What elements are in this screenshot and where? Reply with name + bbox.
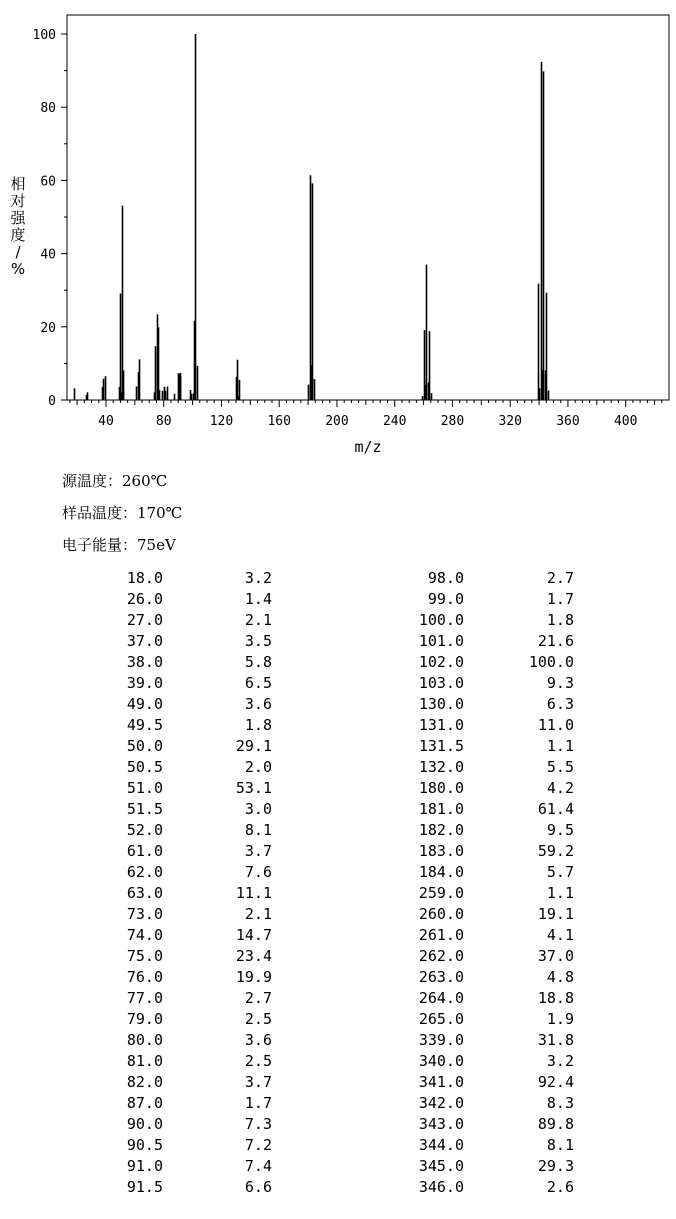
intensity-cell: 61.4 [537, 800, 574, 818]
intensity-cell: 8.1 [546, 1136, 574, 1154]
mz-cell: 265.0 [418, 1010, 464, 1028]
mz-cell: 261.0 [418, 926, 464, 944]
table-row [0, 1136, 676, 1157]
intensity-cell: 7.6 [244, 863, 272, 881]
y-tick-label: 0 [48, 394, 56, 409]
y-axis-label-char: % [10, 260, 26, 278]
x-tick-label: 280 [440, 414, 465, 429]
intensity-cell: 9.3 [546, 674, 574, 692]
mz-cell: 62.0 [126, 863, 163, 881]
table-row [0, 989, 676, 1010]
mz-cell: 87.0 [126, 1094, 163, 1112]
source-temperature: 源温度：260℃ [62, 472, 168, 490]
mz-cell: 340.0 [418, 1052, 464, 1070]
intensity-cell: 31.8 [537, 1031, 574, 1049]
mz-cell: 76.0 [126, 968, 163, 986]
intensity-cell: 19.1 [537, 905, 574, 923]
x-tick-label: 40 [98, 414, 114, 429]
table-row [0, 842, 676, 863]
x-tick-label: 200 [325, 414, 349, 429]
intensity-cell: 6.3 [546, 695, 574, 713]
intensity-cell: 5.5 [546, 758, 574, 776]
table-row [0, 1010, 676, 1031]
peak-bars [75, 34, 549, 400]
intensity-cell: 6.5 [244, 674, 272, 692]
mz-cell: 346.0 [418, 1178, 464, 1196]
x-tick-label: 120 [209, 414, 234, 429]
intensity-cell: 2.1 [244, 611, 272, 629]
table-row [0, 674, 676, 695]
mz-cell: 77.0 [126, 989, 163, 1007]
mz-cell: 61.0 [126, 842, 163, 860]
table-row [0, 1157, 676, 1178]
mz-cell: 103.0 [418, 674, 464, 692]
table-row [0, 1073, 676, 1094]
mz-cell: 180.0 [418, 779, 464, 797]
mz-cell: 63.0 [126, 884, 163, 902]
intensity-cell: 3.6 [244, 695, 272, 713]
mz-cell: 74.0 [126, 926, 163, 944]
mz-cell: 38.0 [126, 653, 163, 671]
intensity-cell: 59.2 [537, 842, 574, 860]
y-axis-label-char: / [15, 243, 21, 261]
intensity-cell: 1.1 [546, 884, 574, 902]
intensity-cell: 8.1 [244, 821, 272, 839]
mz-cell: 82.0 [126, 1073, 163, 1091]
table-row [0, 632, 676, 653]
table-row [0, 779, 676, 800]
intensity-cell: 3.7 [244, 842, 272, 860]
mz-cell: 343.0 [418, 1115, 464, 1133]
intensity-cell: 2.5 [244, 1052, 272, 1070]
mz-cell: 80.0 [126, 1031, 163, 1049]
intensity-cell: 7.2 [244, 1136, 272, 1154]
table-row [0, 884, 676, 905]
intensity-cell: 3.0 [244, 800, 272, 818]
mz-cell: 263.0 [418, 968, 464, 986]
mz-cell: 131.5 [418, 737, 464, 755]
table-row [0, 695, 676, 716]
mz-cell: 26.0 [126, 590, 163, 608]
table-row [0, 1052, 676, 1073]
mz-cell: 101.0 [418, 632, 464, 650]
intensity-cell: 3.2 [244, 569, 272, 587]
intensity-cell: 2.1 [244, 905, 272, 923]
x-tick-label: 240 [382, 414, 407, 429]
x-axis-label: m/z [354, 438, 382, 456]
mz-cell: 50.0 [126, 737, 163, 755]
intensity-cell: 1.8 [244, 716, 272, 734]
mz-cell: 81.0 [126, 1052, 163, 1070]
intensity-cell: 14.7 [235, 926, 272, 944]
table-row [0, 1031, 676, 1052]
table-row [0, 863, 676, 884]
y-axis [33, 28, 67, 409]
table-row [0, 758, 676, 779]
y-tick-label: 40 [40, 247, 56, 263]
y-axis-label-char: 度 [10, 226, 26, 244]
mass-spectrum-chart [0, 0, 676, 460]
intensity-cell: 2.7 [244, 989, 272, 1007]
table-row [0, 1115, 676, 1136]
mz-cell: 98.0 [427, 569, 464, 587]
x-tick-label: 80 [155, 414, 172, 429]
mz-cell: 18.0 [126, 569, 163, 587]
intensity-cell: 18.8 [537, 989, 574, 1007]
table-row [0, 1178, 676, 1199]
intensity-cell: 7.4 [244, 1157, 272, 1175]
mz-cell: 51.0 [126, 779, 163, 797]
y-axis-label-char: 强 [10, 209, 26, 227]
y-tick-label: 100 [32, 28, 56, 43]
intensity-cell: 3.2 [546, 1052, 574, 1070]
mz-cell: 99.0 [427, 590, 464, 608]
y-axis-label-char: 相 [10, 175, 26, 193]
intensity-cell: 23.4 [235, 947, 272, 965]
mz-cell: 102.0 [418, 653, 464, 671]
intensity-cell: 37.0 [537, 947, 574, 965]
mz-cell: 100.0 [418, 611, 464, 629]
intensity-cell: 2.6 [546, 1178, 574, 1196]
mz-cell: 90.0 [126, 1115, 163, 1133]
intensity-cell: 19.9 [235, 968, 272, 986]
intensity-cell: 8.3 [546, 1094, 574, 1112]
table-row [0, 947, 676, 968]
mz-cell: 182.0 [418, 821, 464, 839]
intensity-cell: 1.4 [244, 590, 272, 608]
y-tick-label: 60 [40, 174, 56, 190]
intensity-cell: 5.7 [546, 863, 574, 881]
sample-temperature: 样品温度：170℃ [62, 504, 183, 522]
intensity-cell: 89.8 [537, 1115, 574, 1133]
table-row [0, 716, 676, 737]
y-tick-label: 80 [40, 101, 56, 117]
table-row [0, 569, 676, 590]
mz-cell: 49.0 [126, 695, 163, 713]
intensity-cell: 1.7 [546, 590, 574, 608]
x-tick-label: 360 [556, 414, 580, 429]
mz-cell: 51.5 [126, 800, 163, 818]
intensity-cell: 1.7 [244, 1094, 272, 1112]
intensity-cell: 9.5 [546, 821, 574, 839]
mz-cell: 130.0 [418, 695, 464, 713]
table-row [0, 821, 676, 842]
mz-cell: 90.5 [126, 1136, 163, 1154]
intensity-cell: 29.3 [537, 1157, 574, 1175]
x-axis [70, 400, 662, 429]
mz-cell: 345.0 [418, 1157, 464, 1175]
table-row [0, 653, 676, 674]
mz-cell: 39.0 [126, 674, 163, 692]
mz-cell: 344.0 [418, 1136, 464, 1154]
mz-cell: 181.0 [418, 800, 464, 818]
intensity-cell: 11.0 [537, 716, 574, 734]
intensity-cell: 1.9 [546, 1010, 574, 1028]
intensity-cell: 92.4 [537, 1073, 574, 1091]
intensity-cell: 7.3 [244, 1115, 272, 1133]
intensity-cell: 2.5 [244, 1010, 272, 1028]
mz-cell: 131.0 [418, 716, 464, 734]
intensity-cell: 6.6 [244, 1178, 272, 1196]
mz-cell: 73.0 [126, 905, 163, 923]
mz-cell: 341.0 [418, 1073, 464, 1091]
x-tick-label: 160 [267, 414, 291, 429]
intensity-cell: 4.1 [546, 926, 574, 944]
mz-cell: 339.0 [418, 1031, 464, 1049]
mz-cell: 75.0 [126, 947, 163, 965]
intensity-cell: 21.6 [537, 632, 574, 650]
mz-cell: 264.0 [418, 989, 464, 1007]
table-row [0, 800, 676, 821]
table-row [0, 926, 676, 947]
intensity-cell: 100.0 [528, 653, 574, 671]
mz-cell: 52.0 [126, 821, 163, 839]
mz-cell: 91.5 [126, 1178, 163, 1196]
intensity-cell: 4.2 [546, 779, 574, 797]
intensity-cell: 1.8 [546, 611, 574, 629]
mz-cell: 342.0 [418, 1094, 464, 1112]
mz-cell: 37.0 [126, 632, 163, 650]
mz-cell: 183.0 [418, 842, 464, 860]
peak-table [0, 569, 676, 1199]
mz-cell: 262.0 [418, 947, 464, 965]
electron-energy: 电子能量：75eV [62, 536, 176, 554]
mz-cell: 184.0 [418, 863, 464, 881]
x-tick-label: 400 [613, 414, 638, 429]
table-row [0, 737, 676, 758]
x-tick-label: 320 [498, 414, 522, 429]
mz-cell: 260.0 [418, 905, 464, 923]
intensity-cell: 11.1 [235, 884, 272, 902]
mz-cell: 50.5 [126, 758, 163, 776]
intensity-cell: 2.7 [546, 569, 574, 587]
table-row [0, 590, 676, 611]
table-row [0, 968, 676, 989]
mz-cell: 259.0 [418, 884, 464, 902]
mz-cell: 91.0 [126, 1157, 163, 1175]
intensity-cell: 3.6 [244, 1031, 272, 1049]
mz-cell: 79.0 [126, 1010, 163, 1028]
intensity-cell: 2.0 [244, 758, 272, 776]
intensity-cell: 4.8 [546, 968, 574, 986]
intensity-cell: 29.1 [235, 737, 272, 755]
intensity-cell: 5.8 [244, 653, 272, 671]
intensity-cell: 3.5 [244, 632, 272, 650]
intensity-cell: 3.7 [244, 1073, 272, 1091]
intensity-cell: 53.1 [235, 779, 272, 797]
intensity-cell: 1.1 [546, 737, 574, 755]
table-row [0, 611, 676, 632]
mz-cell: 132.0 [418, 758, 464, 776]
y-tick-label: 20 [40, 320, 56, 336]
y-axis-label [8, 176, 28, 278]
table-row [0, 1094, 676, 1115]
mz-cell: 27.0 [126, 611, 163, 629]
mz-cell: 49.5 [126, 716, 163, 734]
y-axis-label-char: 对 [10, 192, 26, 210]
table-row [0, 905, 676, 926]
